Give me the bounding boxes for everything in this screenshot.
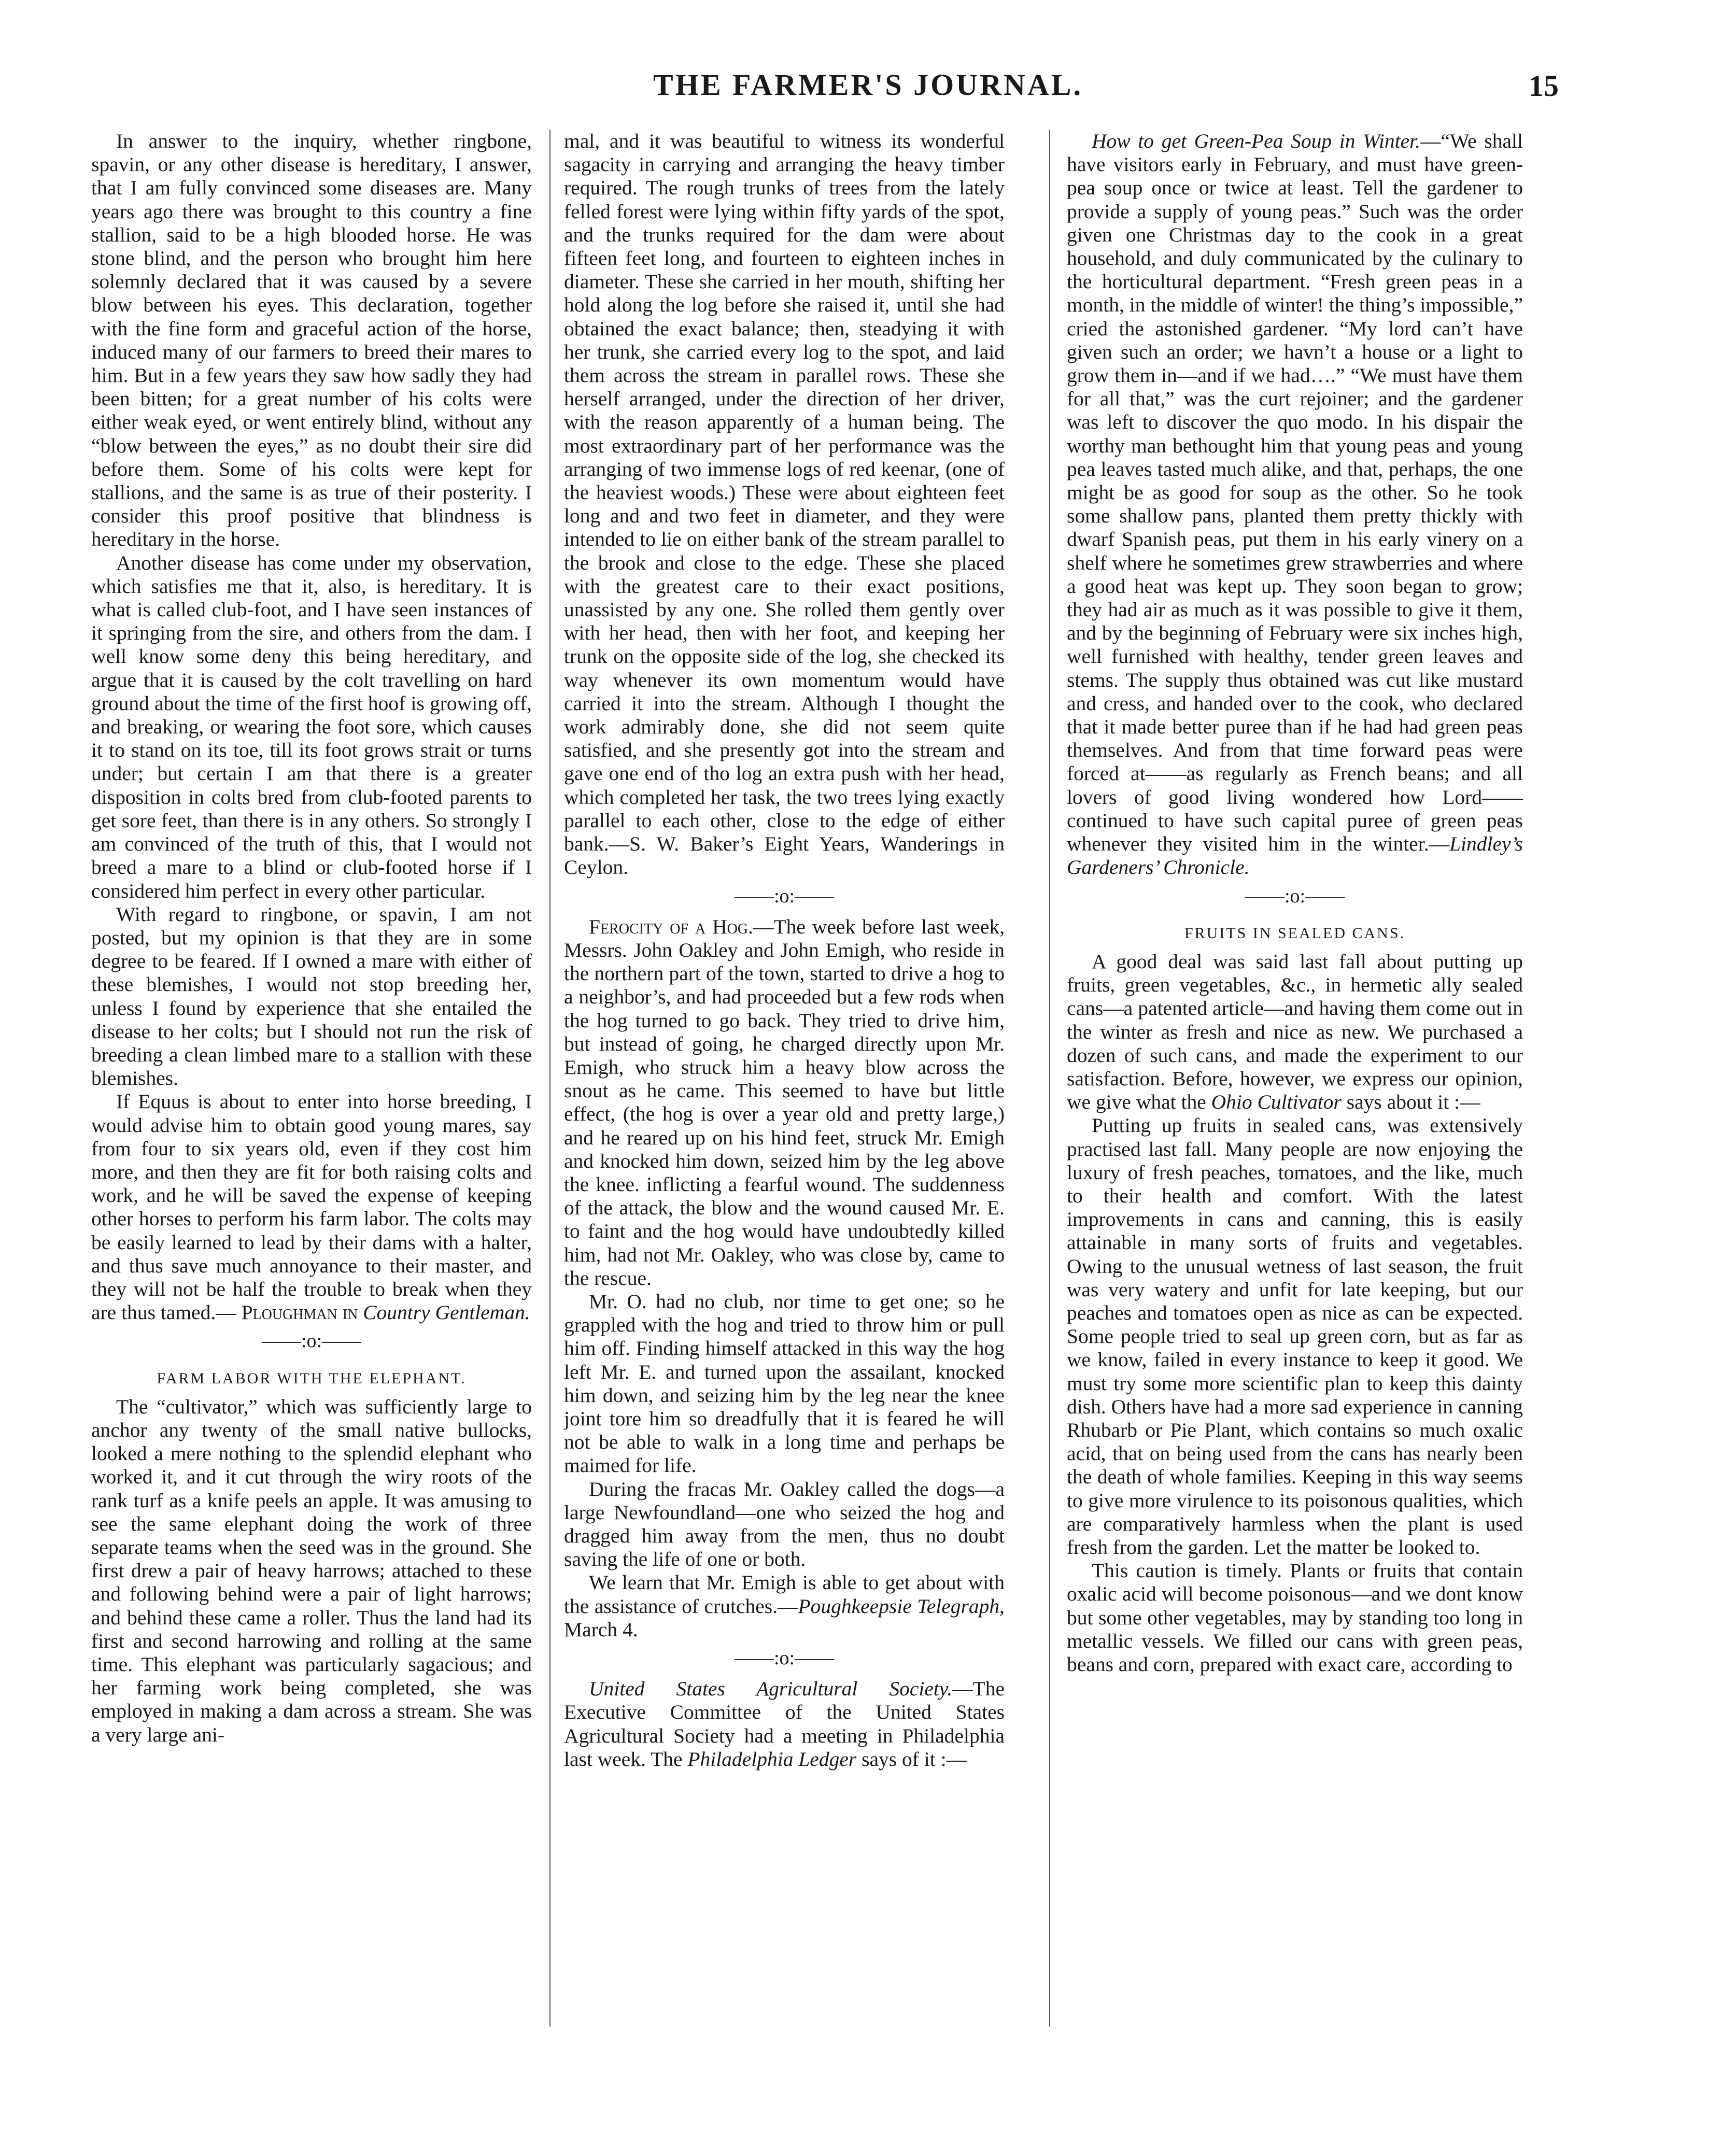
page-number: 15 <box>1529 69 1559 103</box>
source-citation: Lindley’s Gardeners’ Chronicle. <box>1067 832 1523 879</box>
article-paragraph: Putting up fruits in sealed cans, was extensively practised last fall. Many people are now enjoying the luxury of fresh peaches, tomatoes, and the like, much to their health and comfort. With the latest improvements in cans and canning, this is easily attainable in many sorts of fruits and vegetables. Owing to the unusual wetness of last season, the fruit was very watery and unfit for late keeping, but our peaches and tomatoes open as nice as can be expected. Some people tried to seal up green corn, but as far as we know, failed in every instance to keep it good. We must try some more scientific plan to keep this dainty dish. Others have had a more sad experience in canning Rhubarb or Pie Plant, which contains so much oxalic acid, that on being used from the cans has nearly been the death of whole families. Keeping in this way seems to give more virulence to its poisonous qualities, which are comparatively harmless when the plant is used fresh from the garden. Let the matter be looked to. <box>1067 1114 1523 1559</box>
article-paragraph <box>564 1571 1005 1641</box>
paragraph-text: —The week before last week, Messrs. John Oakley and John Emigh, who reside in the northern part of the town, started to drive a hog to a neighbor’s, and had proceeded but a few rods when the hog turned to go back. They tried to drive him, but instead of going, he charged directly upon Mr. Emigh, who struck him a heavy blow across the snout as he came. This seemed to have but little effect, (the hog is over a year old and pretty large,) and he reared up on his hind feet, struck Mr. Emigh and knocked him down, seized him by the leg above the knee. inflicting a fearful wound. The suddenness of the attack, the blow and the wound caused Mr. E. to faint and the hog would have undoubtedly killed him, had not Mr. Oakley, who was close by, came to the rescue. <box>564 915 1005 1290</box>
article-paragraph <box>1067 950 1523 1114</box>
article-paragraph: During the fracas Mr. Oakley called the dogs—a large Newfoundland—one who seized the hog and dragged him away from the men, thus no doubt saving the life of one or both. <box>564 1477 1005 1571</box>
column-3 <box>1067 130 1523 2027</box>
article-paragraph <box>564 915 1005 1290</box>
article-paragraph: With regard to ringbone, or spavin, I am not posted, but my opinion is that they are in some degree to be feared. If I owned a mare with either of these blemishes, I would not stop breeding her, unless I found by experience that she entailed the disease to her colts; but I should not run the risk of breeding a clean limbed mare to a stallion with these blemishes. <box>91 902 532 1090</box>
section-separator: ——:o:—— <box>734 1647 835 1669</box>
paragraph-text: A good deal was said last fall about putting up fruits, green vegetables, &c., in hermetic ally sealed cans—a patented article—and having them come out in the winter as fresh and nice as new. We purchased a dozen of such cans, and made the experiment to our satisfaction. Before, however, we express our opinion, we give what the <box>1067 950 1523 1114</box>
paragraph-text: —The Executive Committee of the United States Agricultural Society had a meeting in Philadelphia last week. The <box>564 1677 1005 1771</box>
article-paragraph <box>564 1677 1005 1771</box>
article-paragraph: The “cultivator,” which was sufficiently large to anchor any twenty of the small native bullocks, looked a mere nothing to the splendid elephant who worked it, and it cut through the wiry roots of the rank turf as a knife peels an apple. It was amusing to see the same elephant doing the work of three separate teams when the seed was in the ground. She first drew a pair of heavy harrows; attached to these and following behind were a pair of light harrows; and behind these came a roller. Thus the land had its first and second harrowing and rolling at the same time. This elephant was particularly sagacious; and her farming work being completed, she was employed in making a dam across a stream. She was a very large ani- <box>91 1395 532 1746</box>
column-1 <box>91 130 532 2027</box>
column-rule <box>1049 130 1050 2027</box>
article-paragraph: Mr. O. had no club, nor time to get one; so he grappled with the hog and tried to throw him or pull him off. Finding himself attacked in this way the hog left Mr. E. and turned upon the assailant, knocked him down, and seizing him by the leg near the knee joint tore him so dreadfully that it is feared he will not be able to walk in a long time and perhaps be maimed for life. <box>564 1290 1005 1477</box>
section-separator: ——:o:—— <box>1245 885 1345 907</box>
source-citation: Ohio Cultivator <box>1211 1091 1342 1114</box>
paragraph-text: says of it :— <box>862 1747 967 1771</box>
source-citation: Philadelphia Ledger <box>687 1747 857 1771</box>
paragraph-text: We learn that Mr. Emigh is able to get about with the assistance of crutches.— <box>564 1571 1005 1618</box>
byline: Ploughman in <box>241 1301 358 1324</box>
running-head <box>0 67 1736 114</box>
column-rule <box>549 130 551 2027</box>
source-citation: Poughkeepsie Telegraph, <box>798 1594 1005 1618</box>
article-lead: Ferocity of a Hog. <box>589 915 753 938</box>
article-paragraph: Another disease has come under my observation, which satisfies me that it, also, is hereditary. It is what is called club-foot, and I have seen instances of it springing from the sire, and others from the dam. I well know some deny this being hereditary, and argue that it is caused by the colt travelling on hard ground about the time of the first hoof is growing off, and breaking, or wearing the foot sore, which causes it to stand on its toe, till its foot grows strait or turns under; but certain I am that there is a greater disposition in colts bred from club-footed parents to get sore feet, than there is in any others. So strongly I am convinced of the truth of this, that I would not breed a mare to a blind or club-footed horse if I considered him perfect in every other particular. <box>91 551 532 902</box>
article-paragraph: In answer to the inquiry, whether ringbone, spavin, or any other disease is hereditary, I answer, that I am fully convinced some diseases are. Many years ago there was brought to this country a fine stallion, said to be a high blooded horse. He was stone blind, and the person who brought him here solemnly declared that it was caused by a severe blow between his eyes. This declaration, together with the fine form and graceful action of the horse, induced many of our farmers to breed their mares to him. But in a few years they saw how sadly they had been bitten; for a great number of his colts were either weak eyed, or went entirely blind, without any “blow between the eyes,” as no doubt their sire did before them. Some of his colts were kept for stallions, and the same is as true of their posterity. I consider this proof positive that blindness is hereditary in the horse. <box>91 130 532 551</box>
section-heading: FRUITS IN SEALED CANS. <box>1184 924 1406 942</box>
section-heading: FARM LABOR WITH THE ELEPHANT. <box>157 1369 467 1387</box>
journal-title: THE FARMER'S JOURNAL. <box>653 68 1083 102</box>
article-paragraph: mal, and it was beautiful to witness its wonderful sagacity in carrying and arranging the heavy timber required. The rough trunks of trees from the lately felled forest were lying within fifty yards of the spot, and the trunks required for the dam were about fifteen feet long, and fourteen to eighteen inches in diameter. These she carried in her mouth, shifting her hold along the log before she raised it, until she had obtained the exact balance; then, steadying it with her trunk, she carried every log to the spot, and laid them across the stream in parallel rows. These she herself arranged, under the direction of her driver, with the reason apparently of a human being. The most extraordinary part of her performance was the arranging of two immense logs of red keenar, (one of the heaviest woods.) These were about eighteen feet long and and two feet in diameter, and they were intended to lie on either bank of the stream parallel to the brook and close to the edge. These she placed with the greatest care to their exact positions, unassisted by any one. She rolled them gently over with her head, then with her foot, and keeping her trunk on the opposite side of the log, she checked its way whenever its own momentum would have carried it into the stream. Although I thought the work admirably done, she did not seem quite satisfied, and she presently got into the stream and gave one end of tho log an extra push with her head, which completed her task, the two trees lying exactly parallel to each other, close to the edge of either bank.—S. W. Baker’s Eight Years, Wanderings in Ceylon. <box>564 130 1005 879</box>
article-paragraph <box>91 1090 532 1324</box>
date-text: March 4. <box>564 1618 638 1641</box>
section-separator: ——:o:—— <box>261 1330 362 1352</box>
article-paragraph: This caution is timely. Plants or fruits that contain oxalic acid will become poisonous—and we dont know but some other vegetables, may by standing too long in metallic vessels. We filled our cans with green peas, beans and corn, prepared with exact care, according to <box>1067 1559 1523 1676</box>
source-citation: Country Gentleman. <box>363 1301 530 1324</box>
article-lead: United States Agricultural Society. <box>589 1677 953 1701</box>
article-paragraph <box>1067 130 1523 880</box>
section-separator: ——:o:—— <box>734 885 835 907</box>
paragraph-text: If Equus is about to enter into horse breeding, I would advise him to obtain good young mares, say from four to six years old, even if they cost him more, and then they are fit for both raising colts and work, and he will be saved the expense of keeping other horses to perform his farm labor. The colts may be easily learned to lead by their dams with a halter, and thus save much annoyance to their master, and they will not be half the trouble to break when they are thus tamed.— <box>91 1090 532 1324</box>
paragraph-text: —“We shall have visitors early in February, and must have green-pea soup once or twice at least. Tell the gardener to provide a supply of young peas.” Such was the order given one Christmas day to the cook in a great household, and duly communicated by the culinary to the horticultural department. “Fresh green peas in a month, in the middle of winter! the thing’s impossible,” cried the astonished gardener. “My lord can’t have given such an order; we havn’t a house or a light to grow them in—and if we had….” “We must have them for all that,” was the curt rejoiner; and the gardener was left to discover the quo modo. In his dispair the worthy man bethought him that young peas and young pea leaves tasted much alike, and that, perhaps, the one might be as good for soup as the other. So he took some shallow pans, planted them pretty thickly with dwarf Spanish peas, put them in his early vinery on a shelf where he sometimes grew strawberries and where a good heat was kept up. They soon began to grow; they had air as much as it was possible to give it them, and by the beginning of February were six inches high, well furnished with healthy, tender green leaves and stems. The supply thus obtained was cut like mustard and cress, and handed over to the cook, who declared that it made better puree than if he had had green peas themselves. And from that time forward peas were forced at——as regularly as French beans; and all lovers of good living wondered how Lord—— continued to have such capital puree of green peas whenever they visited him in the winter.— <box>1067 130 1523 856</box>
paragraph-text: says about it :— <box>1346 1091 1480 1114</box>
column-2 <box>564 130 1005 2027</box>
article-lead: How to get Green-Pea Soup in Winter. <box>1092 130 1421 152</box>
